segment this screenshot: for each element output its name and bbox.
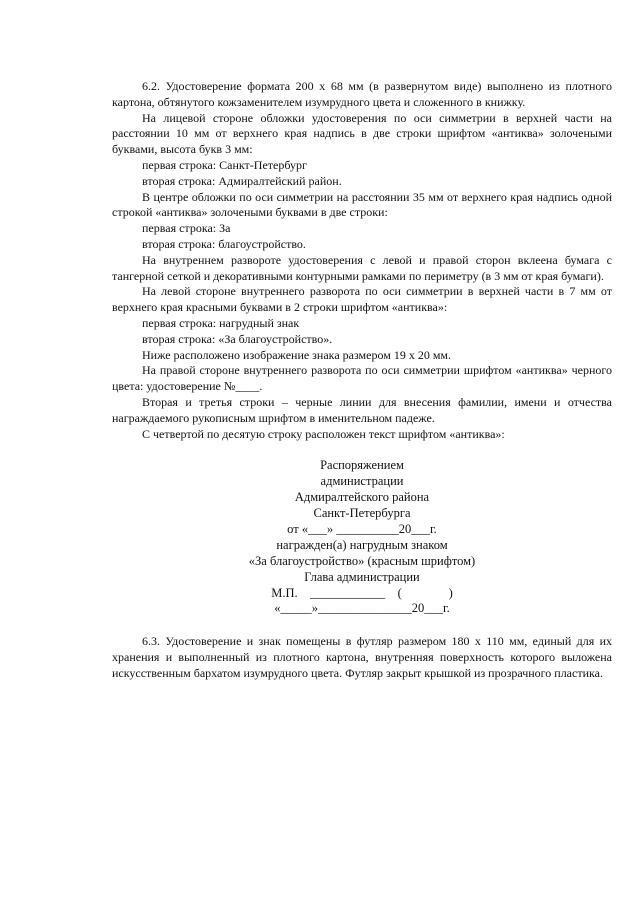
left-side-line-1: первая строка: нагрудный знак [142,315,300,330]
certificate-line-7: «За благоустройство» (красным шрифтом) [248,553,476,568]
certificate-line-10: «_____»_______________20___г. [274,601,450,616]
certificate-text-block [112,458,612,617]
certificate-line-8: Глава администрации [304,569,420,584]
cover-center-line-1: первая строка: За [142,221,231,236]
text-lines-intro-paragraph: С четвертой по десятую строку расположен текст шрифтом «антиква»: [142,426,505,441]
certificate-line-5: от «___» __________20___г. [287,521,437,536]
inner-spread-paragraph: На внутреннем развороте удостоверения с левой и правой сторон вклеена бумага с тангерной сеткой и декоративными контурными рамками по периметру (в 3 мм от края бумаги). [112,252,612,283]
right-side-paragraph: На правой стороне внутреннего разворота по оси симметрии шрифтом «антиква» черного цвета: удостоверение №____. [112,363,612,394]
section-gap [112,617,612,634]
certificate-line-2: администрации [320,474,404,489]
section-6-3-paragraph: 6.3. Удостоверение и знак помещены в футляр размером 180 х 110 мм, единый для их хранения и выполненный из плотного картона, внутренняя поверхность которого выложена искусственным бархатом изумрудного цвета. Футляр закрыт крышкой из прозрачного пластика. [112,634,612,680]
left-side-line-3: Ниже расположено изображение знака размером 19 х 20 мм. [142,347,452,362]
certificate-line-4: Санкт-Петербурга [313,506,411,521]
cover-center-paragraph: В центре обложки по оси симметрии на расстоянии 35 мм от верхнего края надпись одной строкой «антиква» золочеными буквами в две строки: [112,189,612,220]
certificate-line-1: Распоряжением [320,458,404,473]
cover-front-paragraph: На лицевой стороне обложки удостоверения по оси симметрии в верхней части на расстоянии 10 мм от верхнего края надпись в две строки шрифтом «антиква» золочеными буквами, высота букв 3 мм: [112,110,612,157]
certificate-line-9: М.П. ____________ ( ) [271,585,453,600]
certificate-line-3: Адмиралтейского района [294,490,430,505]
cover-center-line-2: вторая строка: благоустройство. [142,236,306,251]
left-side-line-2: вторая строка: «За благоустройство». [142,331,333,346]
section-6-2-paragraph: 6.2. Удостоверение формата 200 х 68 мм (в развернутом виде) выполнено из плотного картона, обтянутого кожзаменителем изумрудного цвета и сложенного в книжку. [112,79,612,109]
lines-description-paragraph: Вторая и третья строки – черные линии для внесения фамилии, имени и отчества награждаемого рукописным шрифтом в именительном падеже. [112,394,612,425]
certificate-line-6: награжден(а) нагрудным знаком [276,537,448,552]
cover-front-line-1: первая строка: Санкт-Петербург [142,157,307,172]
cover-front-line-2: вторая строка: Адмиралтейский район. [142,173,342,188]
left-side-paragraph: На левой стороне внутреннего разворота по оси симметрии в верхней части в 7 мм от верхнего края красными буквами в 2 строки шрифтом «антиква»: [112,284,612,315]
